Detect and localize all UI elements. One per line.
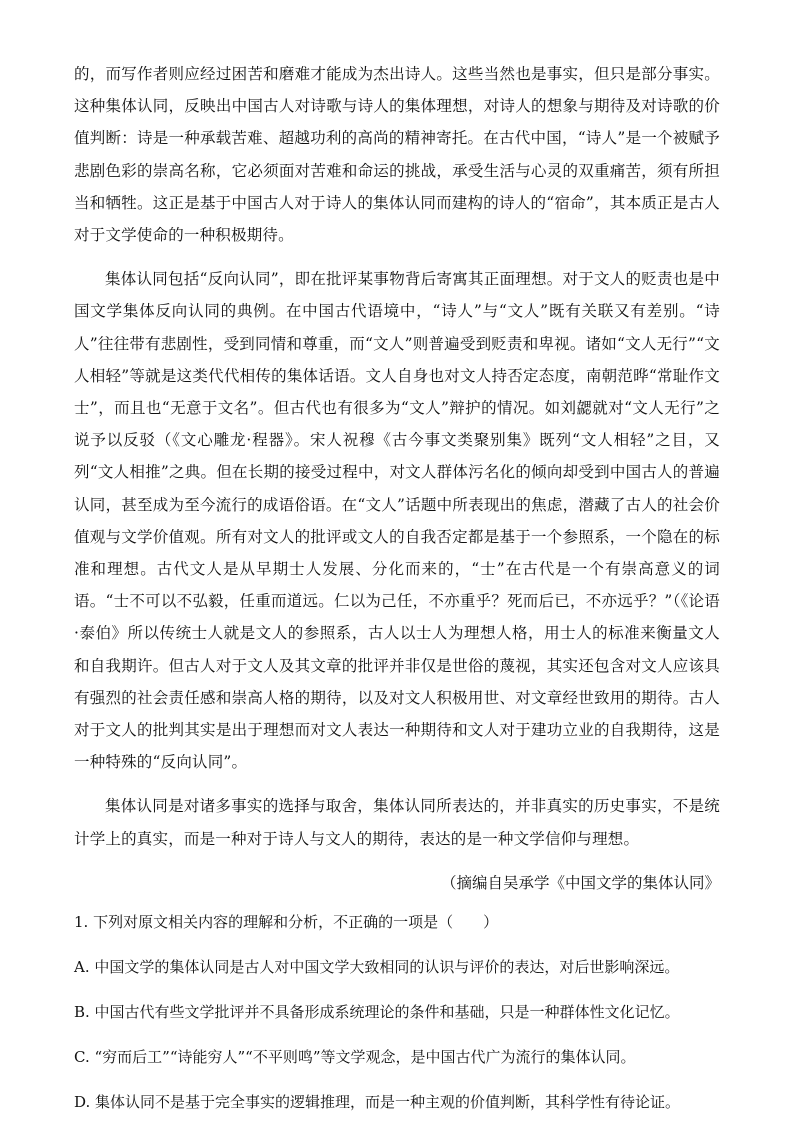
paragraph-spacer — [74, 251, 720, 263]
document-page — [74, 58, 720, 1115]
passage-source: （摘编自吴承学《中国文学的集体认同》 — [440, 873, 720, 892]
passage-paragraph-1: 的，而写作者则应经过困苦和磨难才能成为杰出诗人。这些当然也是事实，但只是部分事实。这种集体认同，反映出中国古人对诗歌与诗人的集体理想，对诗人的想象与期待及对诗歌的价值判断：诗是一种承载苦难、超越功利的高尚的精神寄托。在古代中国，“诗人”是一个被赋予悲剧色彩的崇高名称，它必须面对苦难和命运的挑战，承受生活与心灵的双重痛苦，须有所担当和牺牲。这正是基于中国古人对于诗人的集体认同而建构的诗人的“宿命”，其本质正是古人对于文学使命的一种积极期待。 — [74, 65, 720, 245]
passage-paragraph-2: 集体认同包括“反向认同”，即在批评某事物背后寄寓其正面理想。对于文人的贬责也是中国文学集体反向认同的典例。在中国古代语境中，“诗人”与“文人”既有关联又有差别。“诗人”往往带有悲剧性，受到同情和尊重，而“文人”则普遍受到贬责和卑视。诸如“文人无行”“文人相轻”等就是这类代代相传的集体话语。文人自身也对文人持否定态度，南朝范晔“常耻作文士”，而且也“无意于文名”。但古代也有很多为“文人”辩护的情况。如刘勰就对“文人无行”之说予以反驳（《文心雕龙·程器》。宋人祝穆《古今事文类聚别集》既列“文人相轻”之目，又列“文人相推”之典。但在长期的接受过程中，对文人群体污名化的倾向却受到中国古人的普遍认同，甚至成为至今流行的成语俗语。在“文人”话题中所表现出的焦虑，潜藏了古人的社会价值观与文学价值观。所有对文人的批评或文人的自我否定都是基于一个参照系，一个隐在的标准和理想。古代文人是从早期士人发展、分化而来的，“士”在古代是一个有崇高意义的词语。“士不可以不弘毅，任重而道远。仁以为己任，不亦重乎？死而后已，不亦远乎？”（《论语·泰伯》所以传统士人就是文人的参照系，古人以士人为理想人格，用士人的标准来衡量文人和自我期许。但古人对于文人及其文章的批评并非仅是世俗的蔑视，其实还包含对文人应该具有强烈的社会责任感和崇高人格的期待，以及对文人积极用世、对文章经世致用的期待。古人对于文人的批判其实是出于理想而对文人表达一种期待和文人对于建功立业的自我期待，这是一种特殊的“反向认同”。 — [74, 270, 720, 772]
question-stem: 1. 下列对原文相关内容的理解和分析，不正确的一项是（ ） — [74, 912, 499, 931]
option-d: D. 集体认同不是基于完全事实的逻辑推理，而是一种主观的价值判断，其科学性有待论证。 — [74, 1092, 681, 1111]
paragraph-spacer — [74, 778, 720, 790]
option-b: B. 中国古代有些文学批评并不具备形成系统理论的条件和基础，只是一种群体性文化记忆。 — [74, 1002, 680, 1021]
option-a: A. 中国文学的集体认同是古人对中国文学大致相同的认识与评价的表达，对后世影响深远。 — [74, 957, 680, 976]
option-c: C. “穷而后工”“诗能穷人”“不平则鸣”等文学观念，是中国古代广为流行的集体认同。 — [74, 1047, 636, 1066]
passage-paragraph-3: 集体认同是对诸多事实的选择与取舍，集体认同所表达的，并非真实的历史事实，不是统计学上的真实，而是一种对于诗人与文人的期待，表达的是一种文学信仰与理想。 — [74, 797, 720, 848]
